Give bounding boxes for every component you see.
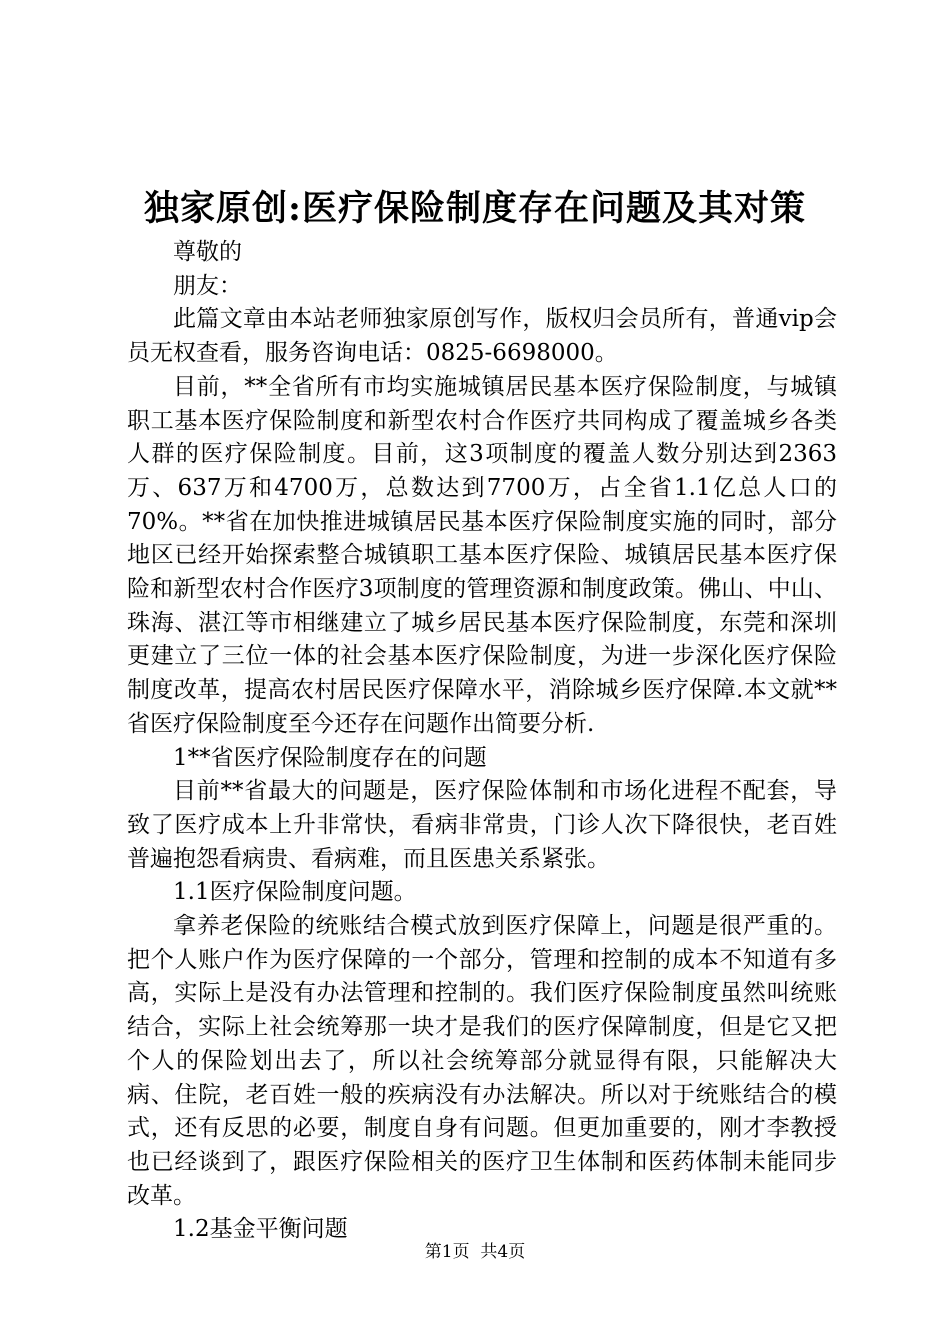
subsection-heading-1-1: 1.1医疗保险制度问题。: [173, 879, 417, 906]
document-body: [127, 236, 837, 1247]
page-footer: 第1页 共4页: [424, 1242, 526, 1262]
copyright-notice-paragraph: 此篇文章由本站老师独家原创写作，版权归会员所有，普通vip会员无权查看，服务咨询电话：0825-6698000。: [127, 306, 837, 367]
document-title: 独家原创:医疗保险制度存在问题及其对策: [144, 188, 806, 229]
intro-paragraph: 目前，**全省所有市均实施城镇居民基本医疗保险制度，与城镇职工基本医疗保险制度和新型农村合作医疗共同构成了覆盖城乡各类人群的医疗保险制度。目前，这3项制度的覆盖人数分别达到2363万、637万和4700万，总数达到7700万，占全省1.1亿总人口的70%。**省在加快推进城镇居民基本医疗保险制度实施的同时，部分地区已经开始探索整合城镇职工基本医疗保险、城镇居民基本医疗保险和新型农村合作医疗3项制度的管理资源和制度政策。佛山、中山、珠海、湛江等市相继建立了城乡居民基本医疗保险制度，东莞和深圳更建立了三位一体的社会基本医疗保险制度，为进一步深化医疗保险制度改革，提高农村居民医疗保障水平，消除城乡医疗保障.本文就**省医疗保险制度至今还存在问题作出简要分析.: [127, 373, 837, 737]
salutation-line-2: 朋友：: [173, 272, 242, 299]
section-heading-1: 1**省医疗保险制度存在的问题: [173, 744, 487, 771]
subsection-1-1-paragraph: 拿养老保险的统账结合模式放到医疗保障上，问题是很严重的。把个人账户作为医疗保障的一个部分，管理和控制的成本不知道有多高，实际上是没有办法管理和控制的。我们医疗保险制度虽然叫统账结合，实际上社会统筹那一块才是我们的医疗保障制度，但是它又把个人的保险划出去了，所以社会统筹部分就显得有限，只能解决大病、住院，老百姓一般的疾病没有办法解决。所以对于统账结合的模式，还有反思的必要，制度自身有问题。但更加重要的，刚才李教授也已经谈到了，跟医疗保险相关的医疗卫生体制和医药体制未能同步改革。: [127, 913, 837, 1209]
subsection-heading-1-2: 1.2基金平衡问题: [173, 1216, 348, 1243]
section-1-paragraph: 目前**省最大的问题是，医疗保险体制和市场化进程不配套，导致了医疗成本上升非常快，看病非常贵，门诊人次下降很快，老百姓普遍抱怨看病贵、看病难，而且医患关系紧张。: [127, 778, 837, 872]
salutation-line-1: 尊敬的: [173, 239, 242, 265]
